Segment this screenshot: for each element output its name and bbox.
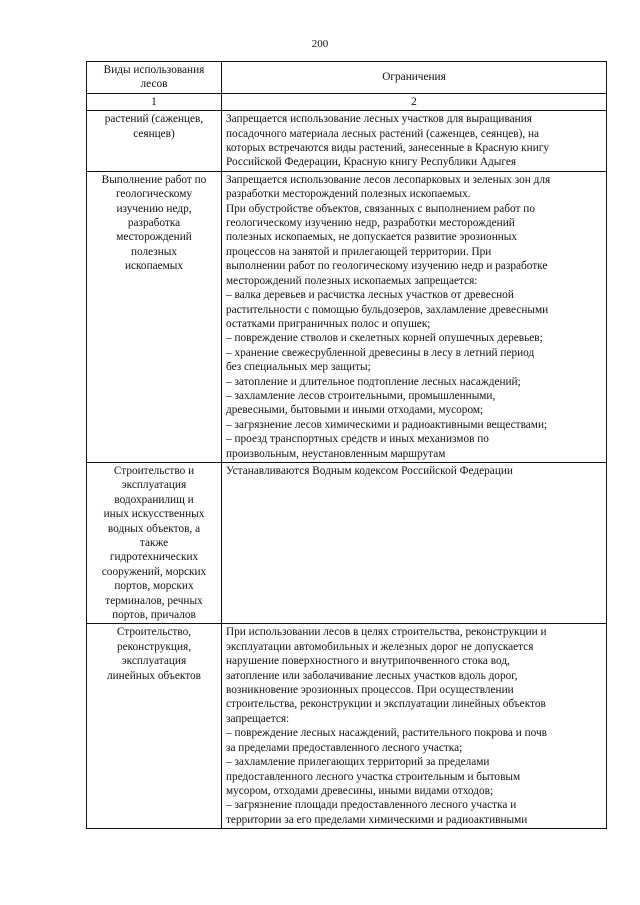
restriction-line: – проезд транспортных средств и иных механизмов по	[226, 433, 489, 446]
restriction-line: остатками приграничных полос и опушек;	[226, 317, 431, 330]
table-row	[87, 111, 607, 172]
forest-use-line: геологическому	[115, 188, 193, 201]
restriction-cell	[222, 171, 607, 462]
restriction-cell	[222, 111, 607, 172]
restriction-line: При использовании лесов в целях строительства, реконструкции и	[226, 626, 547, 639]
restriction-line: месторождений полезных ископаемых запрещается:	[226, 274, 478, 287]
restriction-line: разработки месторождений полезных ископаемых.	[226, 188, 471, 201]
forest-use-line: растений (саженцев,	[104, 113, 204, 126]
restriction-line: – загрязнение лесов химическими и радиоактивными веществами;	[226, 418, 548, 431]
column-number-1: 1	[87, 93, 222, 110]
restriction-line: эксплуатации автомобильных и железных дорог не допускается	[226, 640, 534, 653]
restriction-cell	[222, 462, 607, 623]
forest-use-line: иных искусственных	[103, 508, 205, 521]
forest-use-line: водных объектов, а	[107, 522, 201, 535]
restriction-line: процессов на занятой и прилегающей территории. При	[226, 245, 492, 258]
forest-use-line: терминалов, речных	[105, 594, 203, 607]
forest-use-cell	[87, 462, 222, 623]
forest-use-cell	[87, 624, 222, 829]
restriction-line: без специальных мер защиты;	[226, 361, 371, 374]
table-row	[87, 624, 607, 829]
restriction-line: затопление или заболачивание лесных участков вдоль дорог,	[226, 669, 518, 682]
restriction-line: посадочного материала лесных растений (саженцев, сеянцев), на	[226, 127, 540, 140]
restriction-line: При обустройстве объектов, связанных с выполнением работ по	[226, 202, 535, 215]
restriction-line: территории за его пределами химическими и радиоактивными	[226, 813, 528, 826]
forest-use-line: сооружений, морских	[101, 565, 207, 578]
forest-use-line: портов, морских	[114, 580, 194, 593]
page-number: 200	[311, 38, 329, 50]
restriction-line: – хранение свежесрубленной древесины в лесу в летний период	[226, 346, 535, 359]
forest-use-line: Строительство,	[116, 626, 192, 639]
restriction-line: возникновение эрозионных процессов. При осуществлении	[226, 684, 514, 697]
restriction-line: нарушение поверхностного и внутрипочвенного стока вод,	[226, 655, 510, 668]
forest-use-line: эксплуатация	[121, 479, 187, 492]
forest-use-line: линейных объектов	[107, 669, 201, 682]
forest-use-line: гидротехнических	[109, 551, 199, 564]
restriction-line: – загрязнение площади предоставленного лесного участка и	[226, 799, 517, 812]
restriction-line: Запрещается использование лесов лесопарковых и зеленых зон для	[226, 173, 551, 186]
restriction-line: геологическому изучению недр, разработки месторождений	[226, 217, 515, 230]
restriction-line: Запрещается использование лесных участков для выращивания	[226, 113, 532, 126]
forest-use-line: Строительство и	[113, 464, 195, 477]
restriction-line: Российской Федерации, Красную книгу Республики Адыгея	[226, 156, 517, 169]
column-header-restrictions: Ограничения	[222, 62, 607, 94]
restriction-line: запрещается:	[226, 712, 290, 725]
table-row	[87, 171, 607, 462]
restriction-line: – захламление прилегающих территорий за пределами	[226, 756, 490, 769]
restriction-line: мусором, отходами древесины, иными видами отходов;	[226, 784, 494, 797]
restrictions-table	[86, 61, 607, 829]
forest-use-line: месторождений	[116, 231, 192, 244]
forest-use-line: портов, причалов	[112, 609, 196, 622]
table-header-row	[87, 62, 607, 94]
forest-use-line: полезных	[130, 245, 178, 258]
forest-use-line: также	[139, 537, 169, 549]
forest-use-line: эксплуатация	[121, 655, 187, 668]
forest-use-line: Выполнение работ по	[101, 173, 207, 186]
restriction-line: предоставленного лесного участка строительным и бытовым	[226, 770, 521, 783]
restriction-line: – повреждение лесных насаждений, растительного покрова и почв	[226, 727, 548, 740]
forest-use-cell	[87, 111, 222, 172]
restriction-line: Устанавливаются Водным кодексом Российской Федерации	[226, 464, 513, 477]
table-row	[87, 462, 607, 623]
forest-use-line: ископаемых	[124, 260, 184, 273]
restriction-line: произвольным, неустановленным маршрутам	[226, 447, 446, 460]
column-header-forest-use: Виды использования лесов	[87, 62, 222, 94]
column-number-2: 2	[222, 93, 607, 110]
restriction-line: за пределами предоставленного лесного участка;	[226, 741, 463, 754]
restriction-line: растительности с помощью бульдозеров, захламление древесными	[226, 303, 549, 316]
restriction-line: которых встречаются виды растений, занесенные в Красную книгу	[226, 142, 550, 155]
restriction-line: полезных ископаемых, не допускается развитие эрозионных	[226, 231, 518, 244]
restriction-line: древесными, бытовыми и иными отходами, мусором;	[226, 404, 484, 417]
column-number-row	[87, 93, 607, 110]
forest-use-line: изучению недр,	[116, 202, 192, 215]
forest-use-cell	[87, 171, 222, 462]
restriction-line: выполнении работ по геологическому изучению недр и разработке	[226, 260, 548, 273]
restriction-line: – валка деревьев и расчистка лесных участков от древесной	[226, 289, 514, 302]
restriction-cell	[222, 624, 607, 829]
forest-use-line: разработка	[127, 217, 181, 230]
restriction-line: – повреждение стволов и скелетных корней опушечных деревьев;	[226, 332, 543, 345]
forest-use-line: реконструкция,	[116, 640, 192, 653]
restriction-line: – затопление и длительное подтопление лесных насаждений;	[226, 375, 521, 388]
restriction-line: строительства, реконструкции и эксплуатации линейных объектов	[226, 698, 546, 711]
forest-use-line: сеянцев)	[133, 127, 175, 140]
restriction-line: – захламление лесов строительными, промышленными,	[226, 389, 496, 402]
forest-use-line: водохранилищ и	[114, 493, 194, 506]
